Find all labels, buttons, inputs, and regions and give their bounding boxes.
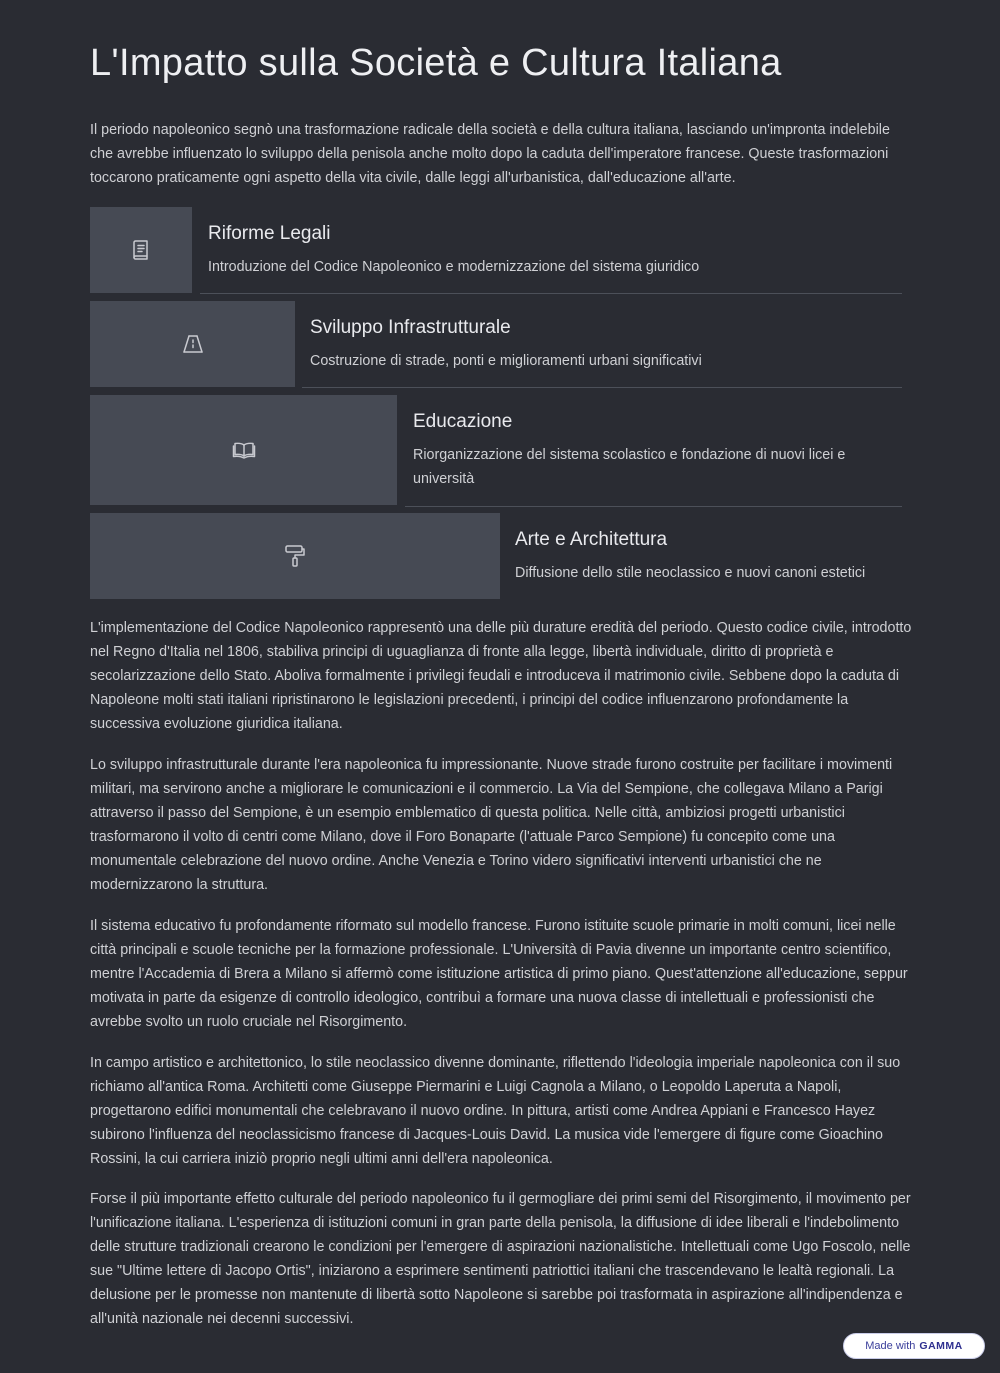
gamma-logo: GAMMA — [919, 1340, 963, 1352]
step-description: Diffusione dello stile neoclassico e nuovi canoni estetici — [515, 565, 866, 581]
step-title: Educazione — [413, 411, 513, 432]
made-with-gamma-badge[interactable] — [843, 1333, 985, 1359]
road-icon — [182, 334, 204, 354]
step-title: Arte e Architettura — [515, 529, 668, 550]
step-item-arte-architettura — [90, 513, 902, 599]
body-paragraph: In campo artistico e architettonico, lo stile neoclassico divenne dominante, riflettendo l'ideologia imperiale napoleonica con il suo richiamo all'antica Roma. Architetti come Giuseppe Piermarini e Luigi Cagnola a Milano, o Leopoldo Laperuta a Napoli, progettarono edifici monumentali che celebravano il nuovo ordine. In pittura, artisti come Andrea Appiani e Francesco Hayez subirono l'influenza del neoclassicismo francese di Jacques-Louis David. La musica vide l'emergere di figure come Gioachino Rossini, la cui carriera iniziò proprio negli ultimi anni dell'era napoleonica. — [90, 1055, 901, 1168]
badge-prefix: Made with — [865, 1340, 916, 1352]
step-title: Sviluppo Infrastrutturale — [310, 317, 511, 338]
step-item-sviluppo-infrastrutturale — [90, 301, 902, 388]
step-item-educazione — [90, 395, 902, 507]
step-title: Riforme Legali — [208, 223, 331, 244]
book-icon — [131, 239, 151, 261]
intro-paragraph: Il periodo napoleonico segnò una trasformazione radicale della società e della cultura italiana, lasciando un'impronta indelebile che avrebbe influenzato lo sviluppo della penisola anche molto dopo la caduta dell'imperatore francese. Queste trasformazioni toccarono praticamente ogni aspetto della vita civile, dalle leggi all'urbanistica, dall'educazione all'arte. — [90, 122, 890, 186]
step-item-riforme-legali — [90, 207, 902, 294]
step-icon-box — [90, 395, 397, 505]
step-text — [302, 301, 902, 388]
step-description: Costruzione di strade, ponti e miglioramenti urbani significativi — [310, 353, 702, 369]
step-icon-box — [90, 301, 295, 387]
step-description: Riorganizzazione del sistema scolastico e fondazione di nuovi licei e università — [413, 447, 846, 487]
body-paragraph: Forse il più importante effetto culturale del periodo napoleonico fu il germogliare dei primi semi del Risorgimento, il movimento per l'unificazione italiana. L'esperienza di istituzioni comuni in gran parte della penisola, la diffusione di idee liberali e l'indebolimento delle strutture tradizionali crearono le condizioni per l'emergere di aspirazioni nazionalistiche. Intellettuali come Ugo Foscolo, nelle sue "Ultime lettere di Jacopo Ortis", iniziarono a esprimere sentimenti patriottici italiani che trascendevano le lealtà regionali. La delusione per le promesse non mantenute di libertà sotto Napoleone si sarebbe poi trasformata in aspirazione all'indipendenza e all'unità nazionale nei decenni successivi. — [90, 1191, 911, 1328]
body-paragraph: Il sistema educativo fu profondamente riformato sul modello francese. Furono istituite scuole primarie in molti comuni, licei nelle città principali e scuole tecniche per la formazione professionale. L'Università di Pavia divenne un importante centro scientifico, mentre l'Accademia di Brera a Milano si affermò come istituzione artistica di primo piano. Quest'attenzione all'educazione, seppur motivata in parte da esigenze di controllo ideologico, contribuì a formare una nuova classe di intellettuali e professionisti che avrebbe svolto un ruolo cruciale nel Risorgimento. — [90, 918, 908, 1031]
step-description: Introduzione del Codice Napoleonico e modernizzazione del sistema giuridico — [208, 259, 700, 275]
step-text — [405, 395, 902, 507]
body-paragraph: L'implementazione del Codice Napoleonico rappresentò una delle più durature eredità del periodo. Questo codice civile, introdotto nel Regno d'Italia nel 1806, stabiliva principi di uguaglianza di fronte alla legge, libertà individuale, diritto di proprietà e secolarizzazione dello Stato. Aboliva formalmente i privilegi feudali e introduceva il matrimonio civile. Sebbene dopo la caduta di Napoleone molti stati italiani ripristinarono le legislazioni precedenti, i principi del codice influenzarono profondamente la successiva evoluzione giuridica italiana. — [90, 620, 912, 733]
step-text — [200, 207, 902, 294]
paint-roller-icon — [284, 544, 306, 568]
page-title: L'Impatto sulla Società e Cultura Italiana — [90, 42, 782, 84]
open-book-icon — [232, 441, 256, 459]
step-text — [507, 513, 902, 599]
body-paragraph: Lo sviluppo infrastrutturale durante l'era napoleonica fu impressionante. Nuove strade furono costruite per facilitare i movimenti militari, ma servirono anche a migliorare le comunicazioni e il commercio. La Via del Sempione, che collegava Milano a Parigi attraverso il passo del Sempione, è un esempio emblematico di questa politica. Nelle città, ambiziosi progetti urbanistici trasformarono il volto di centri come Milano, dove il Foro Bonaparte (l'attuale Parco Sempione) fu concepito come una monumentale celebrazione del nuovo ordine. Anche Venezia e Torino videro significativi interventi urbanistici che ne modernizzarono la struttura. — [90, 757, 893, 894]
step-icon-box — [90, 513, 500, 599]
step-icon-box — [90, 207, 192, 293]
